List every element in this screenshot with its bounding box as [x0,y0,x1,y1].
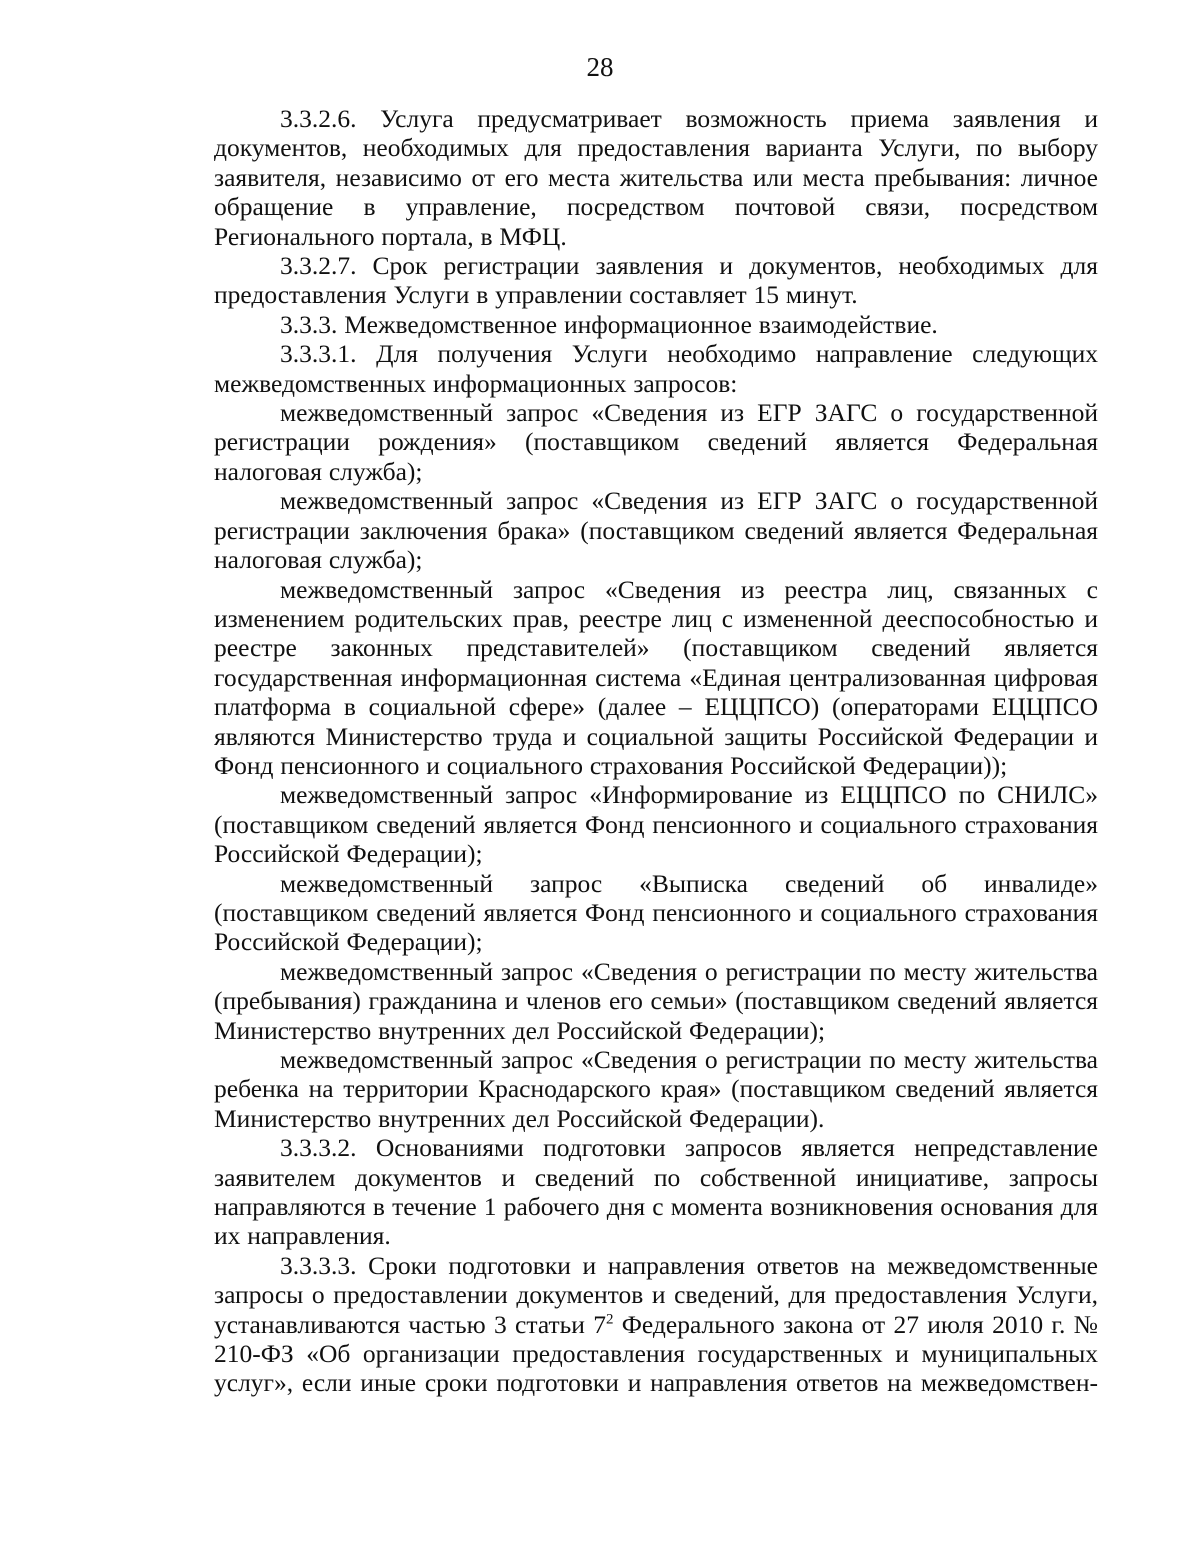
document-body [214,104,1098,1398]
paragraph-3-3-2-7: 3.3.2.7. Срок регистрации заявления и документов, необходимых для предоставления Услуги в управлении составляет 15 минут. [214,251,1098,310]
request-item-residence-child: межведомственный запрос «Сведения о регистрации по месту жительства ребенка на территории Краснодарского края» (поставщиком сведений является Министерство внутренних дел Российской Федерации). [214,1045,1098,1133]
paragraph-3-3-3-3-text-end: Федерального закона от 27 июля 2010 г. № 210-ФЗ «Об организации предоставления государственных и муниципальных услуг», если иные сроки подготовки и направления ответов на межведомствен- [214,1309,1098,1398]
request-item-snils: межведомственный запрос «Информирование из ЕЦЦПСО по СНИЛС» (поставщиком сведений является Фонд пенсионного и социального страхования Российской Федерации); [214,780,1098,869]
request-item-marriage: межведомственный запрос «Сведения из ЕГР ЗАГС о государственной регистрации заключения брака» (поставщиком сведений является Федеральная налоговая служба); [214,486,1098,575]
page-number: 28 [586,52,614,82]
paragraph-3-3-3: 3.3.3. Межведомственное информационное взаимодействие. [280,309,938,339]
paragraph-3-3-3-1: 3.3.3.1. Для получения Услуги необходимо направление следующих межведомственных информационных запросов: [214,339,1098,398]
request-item-registry: межведомственный запрос «Сведения из реестра лиц, связанных с изменением родительских прав, реестре лиц с измененной дееспособностью и реестре законных представителей» (поставщиком сведений является государственная информационная система «Единая централизованная цифровая платформа в социальной сфере» (далее – ЕЦЦПСО) (операторами ЕЦЦПСО являются Министерство труда и социальной защиты Российской Федерации и Фонд пенсионного и социального страхования Российской Федерации)); [214,574,1098,780]
paragraph-3-3-3-3-text-start: 3.3.3.3. Сроки подготовки и направления ответов на межведомственные запросы о предоставлении документов и сведений, для предоставления Услуги, устанавливаются частью 3 статьи 7 [214,1250,1098,1339]
request-item-residence-family: межведомственный запрос «Сведения о регистрации по месту жительства (пребывания) гражданина и членов его семьи» (поставщиком сведений является Министерство внутренних дел Российской Федерации); [214,956,1098,1045]
paragraph-3-3-2-6: 3.3.2.6. Услуга предусматривает возможность приема заявления и документов, необходимых для предоставления варианта Услуги, по выбору заявителя, независимо от его места жительства или места пребывания: личное обращение в управление, посредством почтовой связи, посредством Регионального портала, в МФЦ. [214,104,1098,251]
request-item-birth: межведомственный запрос «Сведения из ЕГР ЗАГС о государственной регистрации рождения» (поставщиком сведений является Федеральная налоговая служба); [214,398,1098,486]
article-superscript: 2 [605,1311,614,1328]
request-item-disabled: межведомственный запрос «Выписка сведений об инвалиде» (поставщиком сведений является Фонд пенсионного и социального страхования Российской Федерации); [214,868,1098,957]
paragraph-3-3-3-2: 3.3.3.2. Основаниями подготовки запросов является непредставление заявителем документов и сведений по собственной инициативе, запросы направляются в течение 1 рабочего дня с момента возникновения основания для их направления. [214,1133,1098,1251]
paragraph-3-3-3-3 [214,1251,1098,1398]
